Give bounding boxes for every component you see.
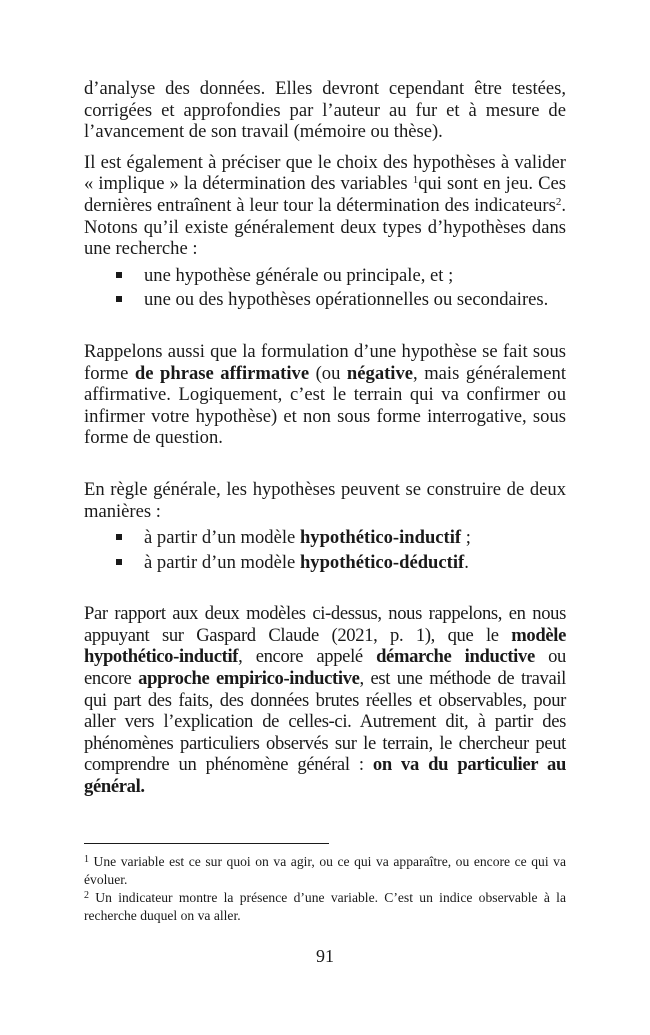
footnote-ref-2[interactable]: 2 — [555, 195, 562, 208]
list-item — [84, 289, 566, 311]
square-bullet-icon — [116, 272, 122, 278]
footnote-1-text: Une variable est ce sur quoi on va agir, ou ce qui va apparaître, ou encore ce qui va évoluer. — [84, 854, 566, 887]
paragraph-4: En règle générale, les hypothèses peuvent se construire de deux manières : — [84, 478, 566, 522]
paragraph-2 — [84, 152, 566, 260]
paragraph-5-text-a: Par rapport aux deux modèles ci-dessus, nous rappelons, en nous appuyant sur Gaspard Claude (2021, p. 1), que le — [84, 603, 566, 646]
paragraph-3-text-c: (ou — [309, 362, 347, 384]
footnote-2 — [84, 889, 566, 925]
paragraph-3-text-d: , mais généralement affirmative. Logiquement, c’est le terrain qui va confirmer ou infirmer votre hypothèse) et non sous forme interrogative, sous forme de question. — [84, 362, 566, 449]
emphasis-hypothetico-inductif: hypothético-inductif — [299, 527, 462, 549]
emphasis-approche-empirico-inductive: approche empirico-inductive — [138, 668, 360, 690]
paragraph-2-text-c: . Notons qu’il existe généralement deux types d’hypothèses dans une recherche : — [84, 194, 566, 260]
emphasis-affirmative: de phrase affirmative — [134, 362, 310, 384]
footnote-ref-1[interactable]: 1 — [412, 174, 419, 187]
paragraph-2-text-b: qui sont en jeu. Ces dernières entraînent à leur tour la détermination des indicateurs — [84, 173, 566, 216]
list-item-text-c: . — [464, 551, 469, 573]
square-bullet-icon — [116, 559, 122, 565]
emphasis-negative: négative — [346, 362, 414, 384]
list-item-text: une ou des hypothèses opérationnelles ou secondaires. — [144, 289, 549, 311]
paragraph-3-text-a: Rappelons aussi que la formulation d’une hypothèse se fait sous forme — [84, 340, 566, 384]
page-number: 91 — [316, 946, 334, 966]
paragraph-5-text-c: , encore appelé — [238, 646, 377, 668]
list-item — [84, 265, 566, 287]
square-bullet-icon — [116, 534, 122, 540]
paragraph-1: d’analyse des données. Elles devront cependant être testées, corrigées et approfondies par l’auteur au fur et à mesure de l’avancement de son travail (mémoire ou thèse). — [84, 78, 566, 143]
paragraph-5 — [84, 603, 566, 797]
footnote-2-text: Un indicateur montre la présence d’une variable. C’est un indice observable à la recherche duquel on va aller. — [84, 890, 566, 923]
square-bullet-icon — [116, 296, 122, 302]
hypothesis-types-list — [84, 265, 566, 311]
list-item-text-a: à partir d’un modèle — [144, 527, 300, 549]
paragraph-2-text-a: Il est également à préciser que le choix des hypothèses à valider « implique » la détermination des variables — [84, 151, 566, 195]
body-text — [84, 78, 566, 798]
footnote-divider — [84, 843, 329, 844]
emphasis-demarche-inductive: démarche inductive — [376, 646, 535, 668]
list-item-text-c: ; — [461, 527, 471, 549]
paragraph-5-text-d: ou encore — [84, 646, 566, 690]
footnotes — [84, 853, 566, 925]
footnote-1-number: 1 — [84, 854, 89, 865]
paragraph-3 — [84, 341, 566, 449]
list-item-text: une hypothèse générale ou principale, et ; — [144, 264, 454, 286]
paragraph-5-text-e: , est une méthode de travail qui part des faits, des données brutes réelles et observables, pour aller vers l’explication de celles-ci. Autrement dit, à partir des phénomènes particuliers observés sur le terrain, le chercheur peut comprendre un phénomène général : — [84, 668, 567, 776]
footnote-1 — [84, 853, 566, 889]
list-item — [84, 527, 566, 549]
emphasis-modele-hypothetico-inductif: modèle hypothético-inductif — [84, 624, 566, 668]
construction-methods-list — [84, 527, 566, 573]
footnote-2-number: 2 — [84, 890, 89, 901]
list-item-text-a: à partir d’un modèle — [144, 551, 300, 573]
emphasis-hypothetico-deductif: hypothético-déductif — [299, 551, 465, 573]
list-item — [84, 552, 566, 574]
emphasis-particulier-general: on va du particulier au général. — [84, 754, 566, 798]
